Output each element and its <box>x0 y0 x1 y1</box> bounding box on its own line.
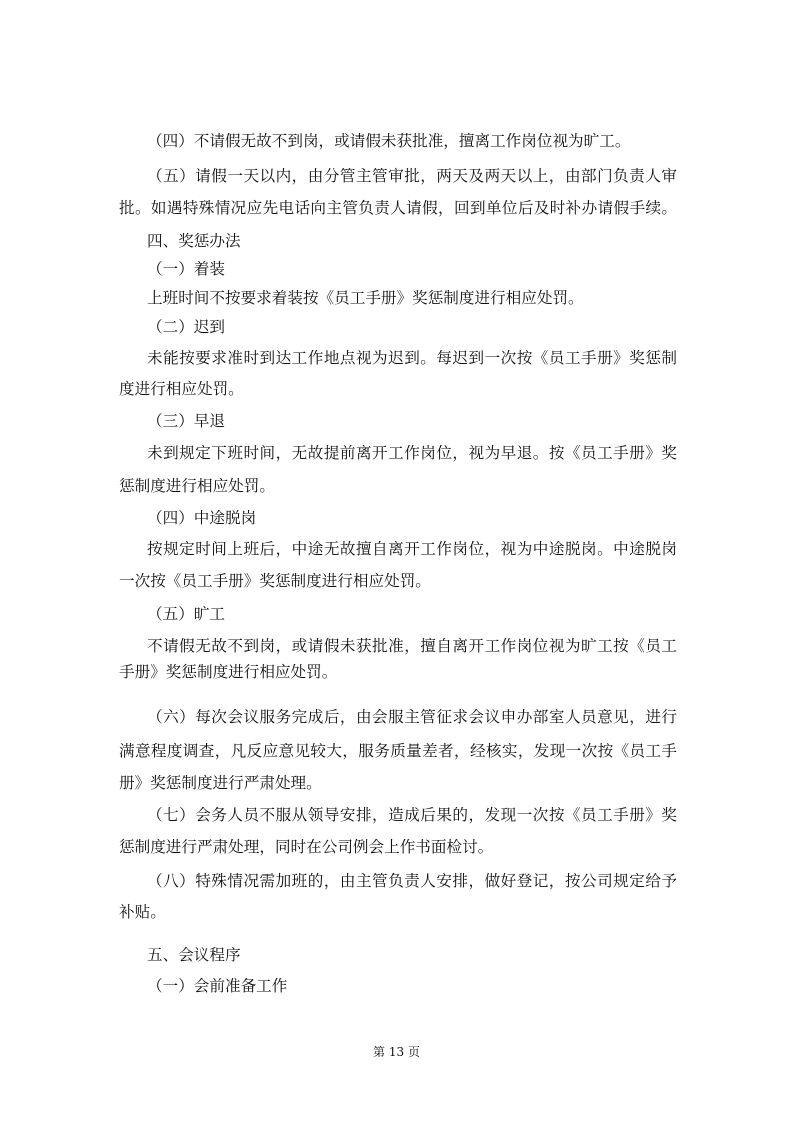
text-line: 手册》奖惩制度进行相应处罚。 <box>119 663 338 681</box>
text-line: （七）会务人员不服从领导安排，造成后果的，发现一次按《员工手册》奖 <box>147 806 677 824</box>
text-line: （六）每次会议服务完成后，由会服主管征求会议申办部室人员意见，进行 <box>147 708 677 726</box>
text-line: 满意程度调查，凡反应意见较大，服务质量差者，经核实，发现一次按《员工手 <box>119 742 677 760</box>
text-line: 惩制度进行严肃处理，同时在公司例会上作书面检讨。 <box>119 838 494 856</box>
text-line: 批。如遇特殊情况应先电话向主管负责人请假，回到单位后及时补办请假手续。 <box>119 199 677 217</box>
text-line: 不请假无故不到岗，或请假未获批准，擅自离开工作岗位视为旷工按《员工 <box>147 637 677 655</box>
text-line: （五）旷工 <box>147 605 225 623</box>
text-line: （四）不请假无故不到岗，或请假未获批准，擅离工作岗位视为旷工。 <box>147 132 631 150</box>
text-line: （八）特殊情况需加班的，由主管负责人安排，做好登记，按公司规定给予 <box>147 872 677 890</box>
text-line: （二）迟到 <box>147 318 225 336</box>
text-line: 四、奖惩办法 <box>147 232 241 250</box>
text-line: （一）会前准备工作 <box>147 977 288 995</box>
text-line: 补贴。 <box>119 903 166 921</box>
text-line: 上班时间不按要求着装按《员工手册》奖惩制度进行相应处罚。 <box>147 289 584 307</box>
text-line: 惩制度进行相应处罚。 <box>119 477 275 495</box>
text-line: （四）中途脱岗 <box>147 509 257 527</box>
text-line: （三）早退 <box>147 412 225 430</box>
text-line: 未能按要求准时到达工作地点视为迟到。每迟到一次按《员工手册》奖惩制 <box>147 349 677 367</box>
text-line: 未到规定下班时间，无故提前离开工作岗位，视为早退。按《员工手册》奖 <box>147 444 677 462</box>
text-line: （五）请假一天以内，由分管主管审批，两天及两天以上，由部门负责人审 <box>147 167 677 185</box>
text-line: 度进行相应处罚。 <box>119 380 244 398</box>
text-line: 按规定时间上班后，中途无故擅自离开工作岗位，视为中途脱岗。中途脱岗 <box>147 540 677 558</box>
text-line: 一次按《员工手册》奖惩制度进行相应处罚。 <box>119 572 431 590</box>
text-line: 五、会议程序 <box>147 946 241 964</box>
text-line: （一）着装 <box>147 260 225 278</box>
page-number: 第 13 页 <box>373 1045 420 1059</box>
text-line: 册》奖惩制度进行严肃处理。 <box>119 774 322 792</box>
